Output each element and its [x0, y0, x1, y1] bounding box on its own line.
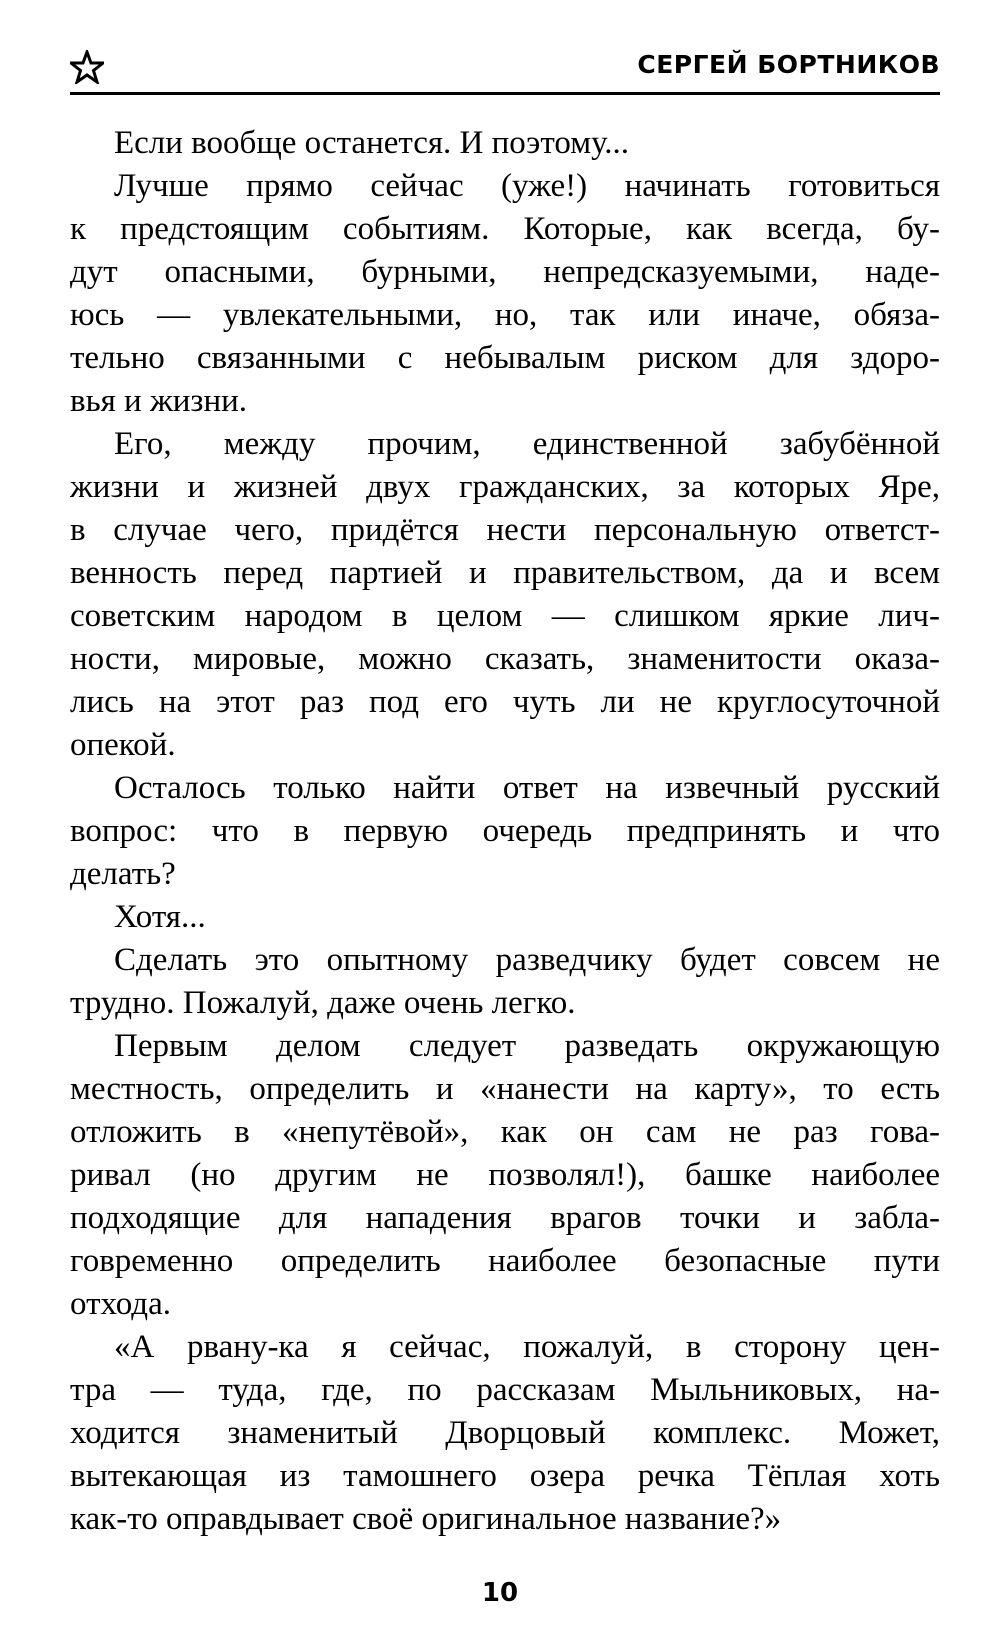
- text-line: в случае чего, придётся нести персональную ответст-: [70, 512, 940, 548]
- text-line: опекой.: [70, 727, 176, 763]
- star-outline-icon: [70, 50, 104, 84]
- text-line: ривал (но другим не позволял!), башке наиболее: [70, 1157, 940, 1193]
- text-line: подходящие для нападения врагов точки и забла-: [70, 1200, 940, 1236]
- text-line: Лучше прямо сейчас (уже!) начинать готовиться: [114, 168, 940, 204]
- text-line: отхода.: [70, 1286, 171, 1322]
- text-line: ности, мировые, можно сказать, знаменитости оказа-: [70, 641, 940, 677]
- paragraph: [70, 423, 940, 767]
- page-header: [70, 46, 940, 95]
- text-line: вытекающая из тамошнего озера речка Тёплая хоть: [70, 1458, 940, 1494]
- text-line: делать?: [70, 856, 176, 892]
- text-line: Осталось только найти ответ на извечный русский: [114, 770, 940, 806]
- text-line: жизни и жизней двух гражданских, за которых Яре,: [70, 469, 940, 505]
- text-line: ходится знаменитый Дворцовый комплекс. Может,: [70, 1415, 940, 1451]
- paragraph: [70, 165, 940, 423]
- paragraph: [70, 939, 940, 1025]
- text-line: к предстоящим событиям. Которые, как всегда, бу-: [70, 211, 940, 247]
- text-line: венность перед партией и правительством, да и всем: [70, 555, 940, 591]
- paragraph: [70, 767, 940, 896]
- text-line: как-то оправдывает своё оригинальное название?»: [70, 1501, 782, 1537]
- paragraph: [70, 1025, 940, 1326]
- text-line: Первым делом следует разведать окружающую: [114, 1028, 940, 1064]
- text-line: лись на этот раз под его чуть ли не круглосуточной: [70, 684, 940, 720]
- text-line: Если вообще останется. И поэтому...: [114, 125, 630, 161]
- page-body-text: [70, 122, 940, 1541]
- text-line: вья и жизни.: [70, 383, 248, 419]
- text-line: вопрос: что в первую очередь предпринять и что: [70, 813, 940, 849]
- page-number: 10: [481, 1578, 519, 1608]
- text-line: Сделать это опытному разведчику будет совсем не: [114, 942, 940, 978]
- text-line: Его, между прочим, единственной забубённой: [114, 426, 940, 462]
- paragraph: [70, 1326, 940, 1541]
- text-line: отложить в «непутёвой», как он сам не раз гова-: [70, 1114, 940, 1150]
- text-line: говременно определить наиболее безопасные пути: [70, 1243, 940, 1279]
- text-line: советским народом в целом — слишком яркие лич-: [70, 598, 940, 634]
- text-line: дут опасными, бурными, непредсказуемыми, наде-: [70, 254, 940, 290]
- text-line: Хотя...: [114, 899, 206, 935]
- text-line: трудно. Пожалуй, даже очень легко.: [70, 985, 576, 1021]
- text-line: местность, определить и «нанести на карту», то есть: [70, 1071, 940, 1107]
- text-line: «А рвану-ка я сейчас, пожалуй, в сторону цен-: [114, 1329, 940, 1365]
- text-line: тра — туда, где, по рассказам Мыльниковых, на-: [70, 1372, 940, 1408]
- paragraph: [70, 122, 940, 165]
- text-line: юсь — увлекательными, но, так или иначе, обяза-: [70, 297, 940, 333]
- text-line: тельно связанными с небывалым риском для здоро-: [70, 340, 940, 376]
- paragraph: [70, 896, 940, 939]
- running-head-author: СЕРГЕЙ БОРТНИКОВ: [637, 50, 940, 79]
